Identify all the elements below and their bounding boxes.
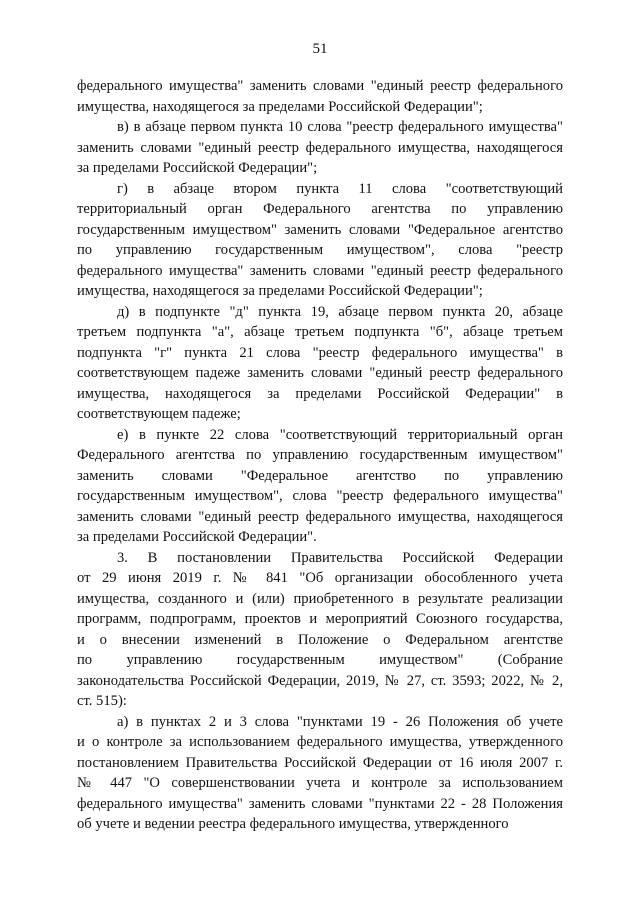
text-line: программ, подпрограмм, проектов и мероприятий Союзного государства, [77, 611, 563, 627]
text-line: заменить словами "единый реестр федерального имущества, находящегося [77, 508, 563, 525]
text-line: подпункта "г" пункта 21 слова "реестр федерального имущества" в [77, 344, 563, 361]
text-line: заменить словами "Федеральное агентство по управлению [77, 467, 563, 484]
text-line: имущества, находящегося за пределами Российской Федерации" в [77, 385, 563, 402]
text-line: соответствующем падеже заменить словами "единый реестр федерального [77, 365, 563, 381]
paragraph [77, 117, 563, 179]
paragraph [77, 548, 563, 712]
paragraph [77, 712, 563, 835]
text-line: от 29 июня 2019 г. № 841 "Об организации обособленного учета [77, 570, 563, 586]
paragraph [77, 179, 563, 302]
text-line: территориальный орган Федерального агентства по управлению [77, 201, 563, 217]
text-line: постановлением Правительства Российской Федерации от 16 июля 2007 г. [77, 754, 563, 771]
paragraph [77, 425, 563, 548]
text-line: г) в абзаце втором пункта 11 слова "соответствующий [117, 180, 563, 197]
text-line: имущества, созданного и (или) приобретенного в результате реализации [77, 590, 563, 607]
document-body [77, 76, 563, 835]
text-line: по управлению государственным имуществом", слова "реестр [77, 242, 563, 258]
text-line: об учете и ведении реестра федерального имущества, утвержденного [77, 816, 509, 832]
text-line: и о контроле за использованием федерального имущества, утвержденного [77, 734, 563, 750]
text-line: и о внесении изменений в Положение о Федеральном агентстве [77, 631, 563, 648]
text-line: государственным имуществом" заменить словами "Федеральное агентство [77, 221, 563, 238]
text-line: федерального имущества" заменить словами "пунктами 22 - 28 Положения [77, 795, 563, 812]
text-line: е) в пункте 22 слова "соответствующий территориальный орган [117, 426, 563, 443]
text-line: № 447 "О совершенствовании учета и контроле за использованием [77, 775, 563, 791]
text-line: заменить словами "единый реестр федерального имущества, находящегося [77, 139, 563, 156]
paragraph [77, 76, 563, 117]
text-line: по управлению государственным имуществом" (Собрание [77, 652, 563, 668]
text-line: имущества, находящегося за пределами Российской Федерации"; [77, 98, 483, 115]
page-number: 51 [312, 41, 328, 57]
text-line: имущества, находящегося за пределами Российской Федерации"; [77, 283, 483, 299]
text-line: за пределами Российской Федерации"; [77, 160, 318, 176]
text-line: Федерального агентства по управлению государственным имуществом" [77, 447, 563, 463]
text-line: а) в пунктах 2 и 3 слова "пунктами 19 - 26 Положения об учете [117, 713, 563, 730]
text-line: ст. 515): [77, 693, 127, 709]
text-line: за пределами Российской Федерации". [77, 529, 317, 545]
text-line: д) в подпункте "д" пункта 19, абзаце первом пункта 20, абзаце [117, 303, 563, 320]
text-line: третьем подпункта "а", абзаце третьем подпункта "б", абзаце третьем [77, 324, 563, 340]
text-line: соответствующем падеже; [77, 406, 241, 422]
text-line: 3. В постановлении Правительства Российской Федерации [117, 549, 563, 566]
paragraph [77, 302, 563, 425]
text-line: законодательства Российской Федерации, 2019, № 27, ст. 3593; 2022, № 2, [77, 672, 563, 689]
text-line: в) в абзаце первом пункта 10 слова "реестр федерального имущества" [117, 119, 563, 135]
text-line: государственным имуществом", слова "реестр федерального имущества" [77, 488, 563, 504]
text-line: федерального имущества" заменить словами "единый реестр федерального [77, 262, 563, 279]
text-line: федерального имущества" заменить словами "единый реестр федерального [77, 78, 563, 94]
